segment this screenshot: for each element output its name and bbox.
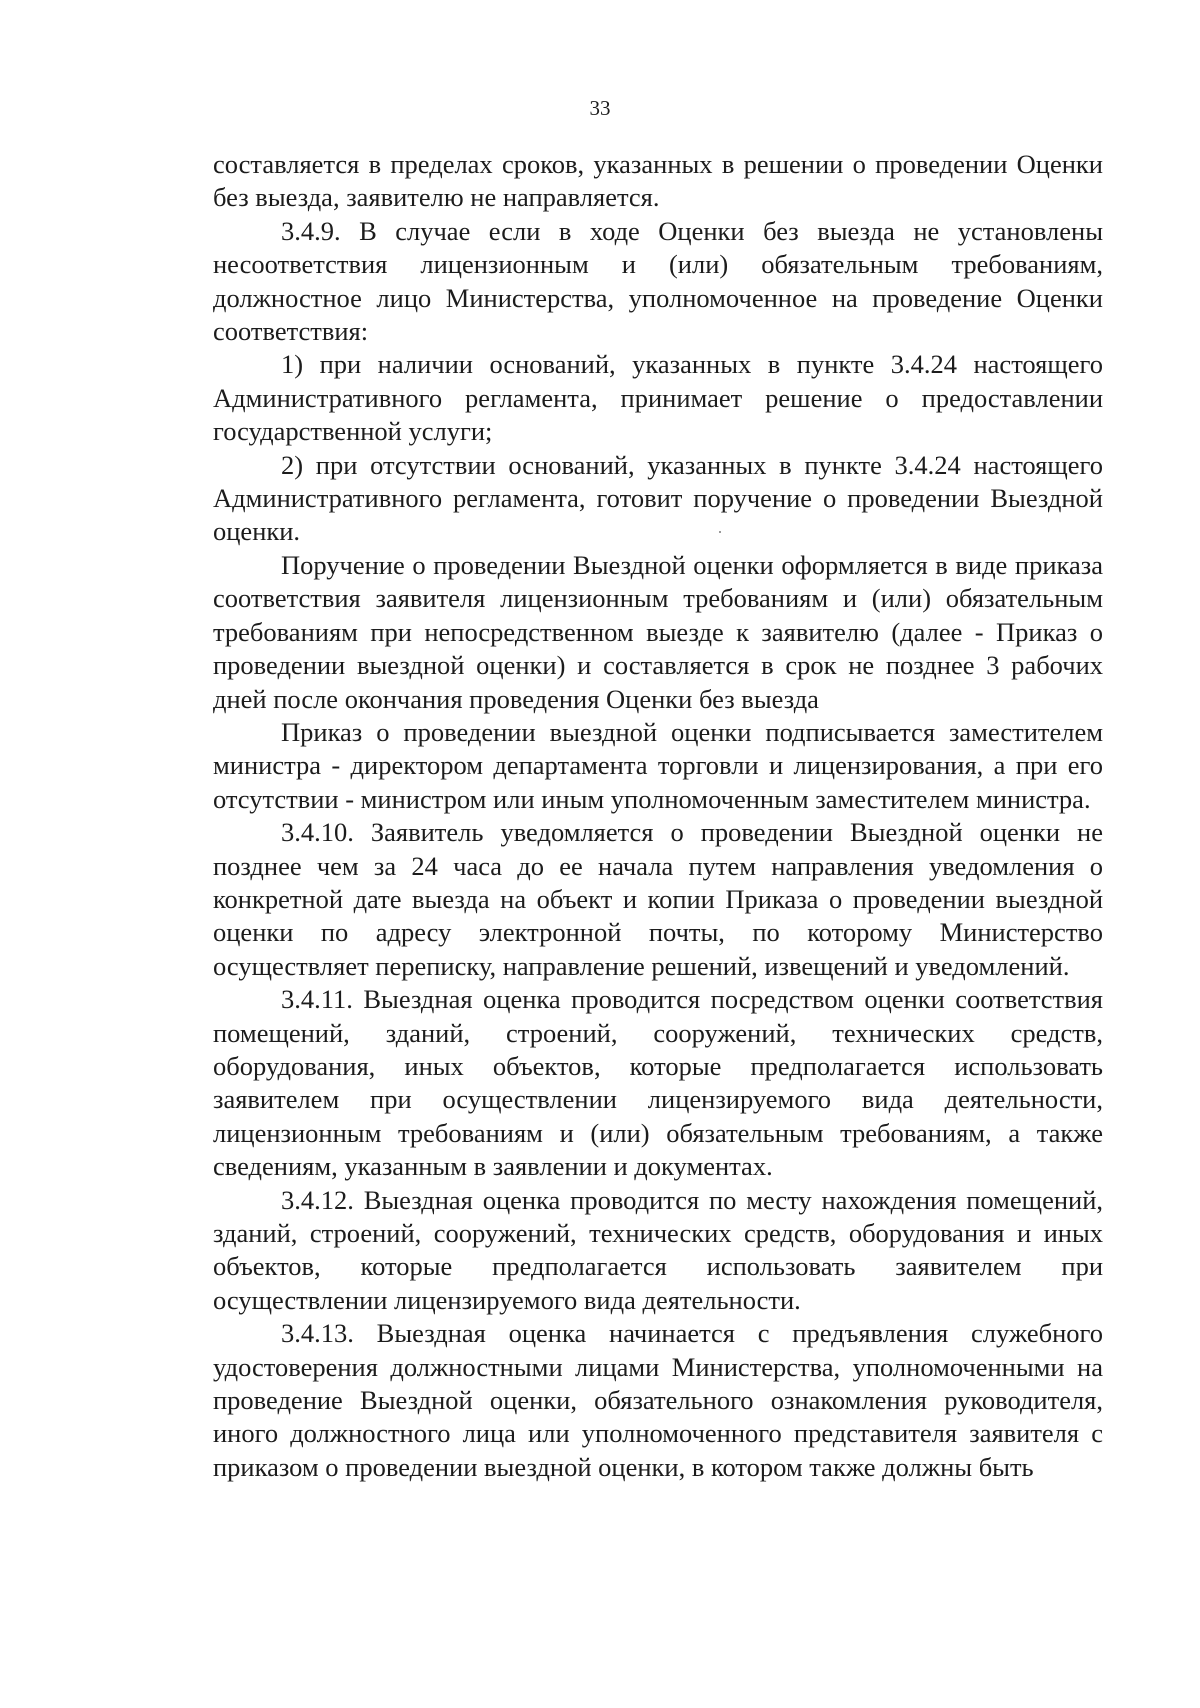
paragraph-3-4-9: 3.4.9. В случае если в ходе Оценки без выезда не установлены несоответствия лицензионным и (или) обязательным требованиям, должностное лицо Министерства, уполномоченное на проведение Оценки соответствия: <box>213 215 1103 347</box>
paragraph-3-4-11: 3.4.11. Выездная оценка проводится посредством оценки соответствия помещений, зданий, строений, сооружений, технических средств, оборудования, иных объектов, которые предполагается использовать заявителем при осуществлении лицензируемого вида деятельности, лицензионным требованиям и (или) обязательным требованиям, а также сведениям, указанным в заявлении и документах. <box>213 984 1103 1182</box>
page-number: 33 <box>589 96 611 120</box>
document-body <box>213 148 1103 1484</box>
paragraph-3-4-12: 3.4.12. Выездная оценка проводится по месту нахождения помещений, зданий, строений, сооружений, технических средств, оборудования и иных объектов, которые предполагается использовать заявителем при осуществлении лицензируемого вида деятельности. <box>213 1184 1103 1315</box>
paragraph-order-instruction: Поручение о проведении Выездной оценки оформляется в виде приказа соответствия заявителя лицензионным требованиям и (или) обязательным требованиям при непосредственном выезде к заявителю (далее - Приказ о проведении выездной оценки) и составляется в срок не позднее 3 рабочих дней после окончания проведения Оценки без выезда <box>213 549 1103 714</box>
scan-speck <box>719 531 721 533</box>
paragraph-continuation: составляется в пределах сроков, указанных в решении о проведении Оценки без выезда, заявителю не направляется. <box>213 149 1103 213</box>
list-item-2: 2) при отсутствии оснований, указанных в пункте 3.4.24 настоящего Административного регламента, готовит поручение о проведении Выездной оценки. <box>213 449 1103 547</box>
paragraph-order-signing: Приказ о проведении выездной оценки подписывается заместителем министра - директором департамента торговли и лицензирования, а при его отсутствии - министром или иным уполномоченным заместителем министра. <box>213 716 1103 814</box>
paragraph-3-4-10: 3.4.10. Заявитель уведомляется о проведении Выездной оценки не позднее чем за 24 часа до ее начала путем направления уведомления о конкретной дате выезда на объект и копии Приказа о проведении выездной оценки по адресу электронной почты, по которому Министерство осуществляет переписку, направление решений, извещений и уведомлений. <box>213 817 1103 981</box>
paragraph-3-4-13: 3.4.13. Выездная оценка начинается с предъявления служебного удостоверения должностными лицами Министерства, уполномоченными на проведение Выездной оценки, обязательного ознакомления руководителя, иного должностного лица или уполномоченного представителя заявителя с приказом о проведении выездной оценки, в котором также должны быть <box>213 1318 1103 1482</box>
list-item-1: 1) при наличии оснований, указанных в пункте 3.4.24 настоящего Административного регламента, принимает решение о предоставлении государственной услуги; <box>213 349 1103 447</box>
